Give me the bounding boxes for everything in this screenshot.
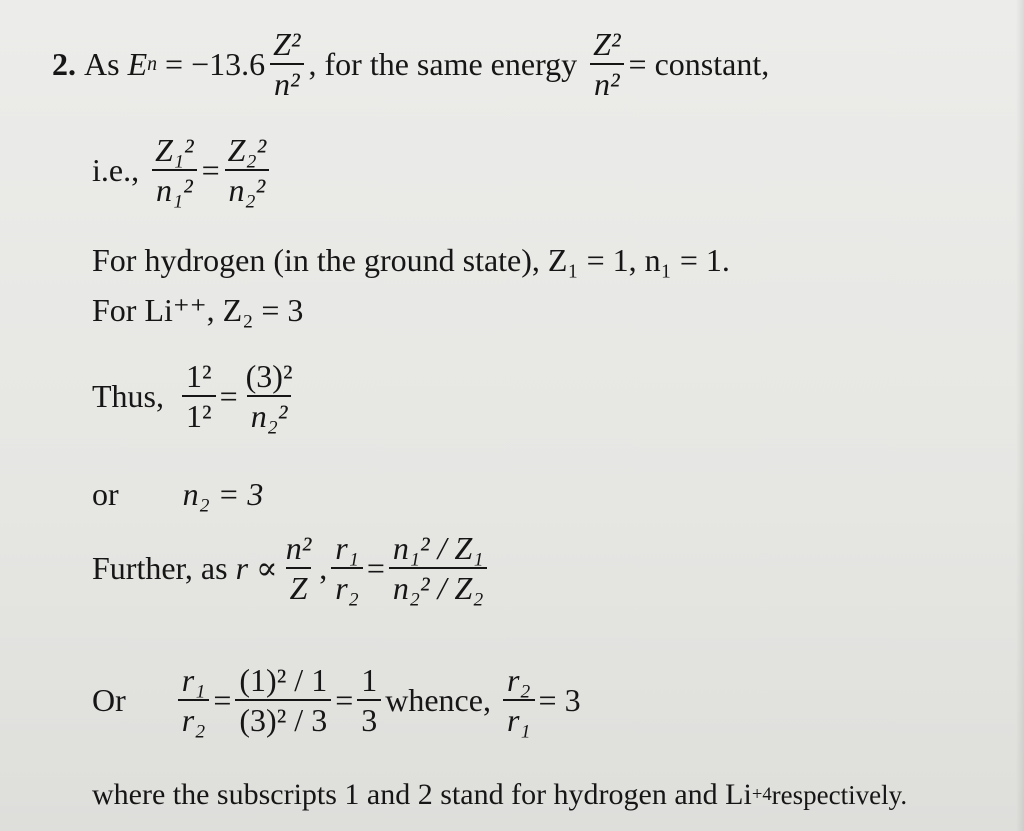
fraction-one-third: $\frac{1}{3}$: [357, 664, 381, 736]
fraction-z2-over-n2-second: $\frac{\text{Z²}}{\text{n²}}$: [589, 28, 624, 100]
equation-line-1: 2. As E n = −13.6 $\frac{\text{Z²}}{\text{n²}}$ , for the same energy $\frac{\text{Z²}}{\text{n²}}$ = constant,: [52, 26, 770, 102]
r-proportional: r ∝: [235, 550, 278, 586]
fraction-r2-over-r1: $\frac{\text{r₂}}{\text{r₁}}$: [503, 664, 535, 736]
page-edge-shadow: [1016, 0, 1024, 831]
further-line: Further, as r ∝ $\frac{\text{n²}}{Z}$ , $\frac{\text{r₁}}{\text{r₂}}$ = $\frac{\text{n₁² / Z₁}}{\text{n₂² / Z₂}}$: [92, 532, 491, 604]
fraction-numeric-ratio: $\frac{\text{(1)² / 1}}{\text{(3)² / 3}}$: [235, 664, 331, 736]
fraction-n1z1-over-n2z2: $\frac{\text{n₁² / Z₁}}{\text{n₂² / Z₂}}$: [389, 532, 488, 604]
fraction-z2-over-n2-ratio: $\frac{\text{Z₂²}}{\text{n₂²}}$: [224, 134, 271, 206]
as-word: As: [84, 46, 120, 82]
whence-text: whence,: [385, 682, 491, 718]
constant-text: = constant,: [628, 46, 770, 82]
further-text: Further, as: [92, 550, 228, 586]
or-capital-word: Or: [92, 682, 126, 718]
thus-word: Thus,: [92, 378, 164, 414]
fraction-z1-over-n1: $\frac{\text{Z₁²}}{\text{n₁²}}$: [151, 134, 198, 206]
fraction-z2-over-n2: $\frac{\text{Z²}}{\text{n²}}$: [269, 28, 304, 100]
or-ratio-line: Or $\frac{\text{r₁}}{\text{r₂}}$ = $\frac{\text{(1)² / 1}}{\text{(3)² / 3}}$ = $\frac{1}{3}$ whence, $\frac{\text{r₂}}{\text{r₁}}$ = 3: [92, 662, 581, 738]
ie-text: i.e.,: [92, 152, 140, 188]
same-energy-text: for the same energy: [324, 46, 578, 82]
lithium-line: For Li⁺⁺, Z₂ = 3: [92, 292, 304, 328]
hydrogen-ground-state-line: For hydrogen (in the ground state), Z₁ = 1, n₁ = 1.: [92, 242, 730, 278]
equation-line-2: i.e., $\frac{\text{Z₁²}}{\text{n₁²}}$ = $\frac{\text{Z₂²}}{\text{n₂²}}$: [92, 134, 274, 206]
subscripts-explanation-line: where the subscripts 1 and 2 stand for hydrogen and Li +4 respectively.: [92, 778, 908, 811]
n2-result: n₂ = 3: [182, 476, 264, 512]
fraction-one-over-one: $\frac{\text{1²}}{\text{1²}}$: [182, 360, 216, 432]
energy-symbol: E: [127, 46, 148, 82]
fraction-n2-over-z: $\frac{\text{n²}}{Z}$: [285, 530, 312, 606]
or-n2-line: [92, 478, 263, 510]
fraction-r1-over-r2-result: $\frac{\text{r₁}}{\text{r₂}}$: [178, 664, 210, 736]
fraction-three-over-n2: $\frac{\text{(3)²}}{\text{n₂²}}$: [245, 358, 293, 434]
fraction-r1-over-r2: $\frac{\text{r₁}}{\text{r₂}}$: [331, 532, 363, 604]
or-word: or: [92, 476, 119, 512]
energy-coefficient: = −13.6: [165, 46, 266, 82]
problem-number: 2.: [52, 46, 76, 82]
energy-subscript: n: [147, 53, 158, 75]
thus-equation-line: Thus, $\frac{\text{1²}}{\text{1²}}$ = $\frac{\text{(3)²}}{\text{n₂²}}$: [92, 360, 301, 432]
